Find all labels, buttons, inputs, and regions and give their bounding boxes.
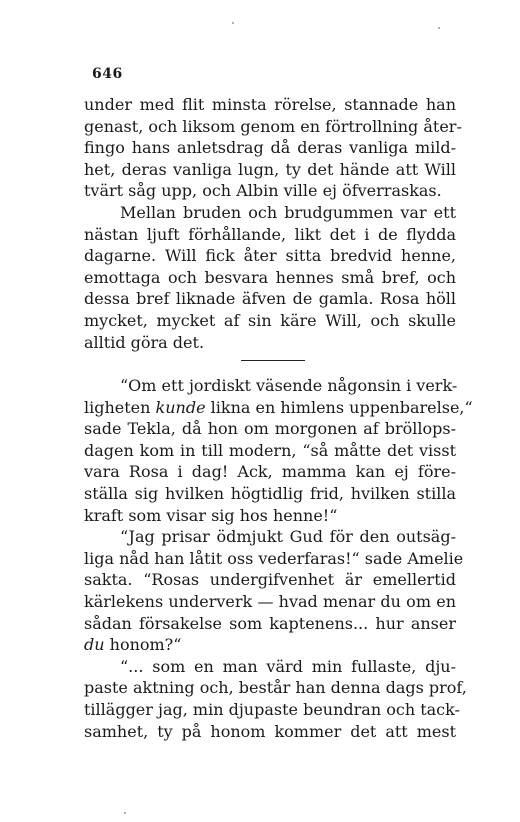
paragraph-continuation: [84, 94, 462, 353]
text-line: “... som en man värd min fullaste, dju-: [120, 656, 456, 676]
emphasis-text: kunde: [155, 397, 206, 417]
text-line: dagen kom in till modern, “så måtte det visst: [84, 440, 456, 460]
speck: [124, 812, 126, 814]
text-line: tillägger jag, min djupaste beundran och tack-: [84, 699, 460, 719]
text-line: fingo hans anletsdrag då deras vanliga mild-: [84, 138, 456, 158]
text-segment: ligheten: [84, 397, 156, 417]
text-line: emottaga och besvara hennes små bref, och: [84, 267, 456, 287]
text-line: sakta. “Rosas undergifvenhet är emellertid: [84, 570, 456, 590]
text-line: nästan ljuft förhållande, likt det i de flydda: [84, 224, 456, 244]
text-line: under med flit minsta rörelse, stannade han: [84, 95, 456, 114]
text-segment: honom?“: [104, 635, 182, 655]
section-divider: [241, 360, 305, 361]
text-line: “Om ett jordiskt väsende någonsin i verk-: [120, 376, 458, 395]
text-segment: likna en himlens uppenbarelse,“: [205, 397, 473, 417]
text-line: sådan försakelse som kaptenens... hur anser: [84, 613, 456, 633]
text-line: vara Rosa i dag! Ack, mamma kan ej före-: [84, 462, 456, 482]
text-line: liga nåd han låtit oss vederfaras!“ sade Amelie: [84, 548, 464, 568]
text-line: Mellan bruden och brudgummen var ett: [120, 202, 456, 222]
emphasis-text: du: [84, 635, 105, 655]
text-line: sade Tekla, då hon om morgonen af bröllops-: [84, 419, 456, 439]
text-line: samhet, ty på honom kommer det att mest: [84, 721, 456, 741]
page-number: 646: [92, 66, 123, 82]
text-line: kraft som visar sig hos henne!“: [84, 505, 338, 525]
text-line: dessa bref liknade äfven de gamla. Rosa höll: [84, 289, 456, 309]
text-line: mycket, mycket af sin käre Will, och skulle: [84, 310, 456, 330]
text-line: [84, 397, 473, 419]
text-line: tvärt såg upp, och Albin ville ej öfverraskas.: [84, 181, 442, 201]
paragraph-section: [84, 375, 473, 742]
text-line: paste aktning och, består han denna dags prof,: [84, 678, 467, 698]
text-line: ställa sig hvilken högtidlig frid, hvilken stilla: [84, 483, 456, 503]
speck: [232, 22, 234, 24]
text-line: kärlekens underverk — hvad menar du om en: [84, 591, 456, 611]
text-line: “Jag prisar ödmjukt Gud för den outsäg-: [120, 527, 456, 547]
speck: [438, 27, 440, 29]
text-line: genast, och liksom genom en förtrollning åter-: [84, 116, 462, 136]
text-line: het, deras vanliga lugn, ty det hände att Will: [84, 159, 456, 179]
text-line: dagarne. Will fick åter sitta bredvid henne,: [84, 246, 456, 266]
text-line: [84, 634, 456, 656]
text-line: alltid göra det.: [84, 332, 205, 352]
